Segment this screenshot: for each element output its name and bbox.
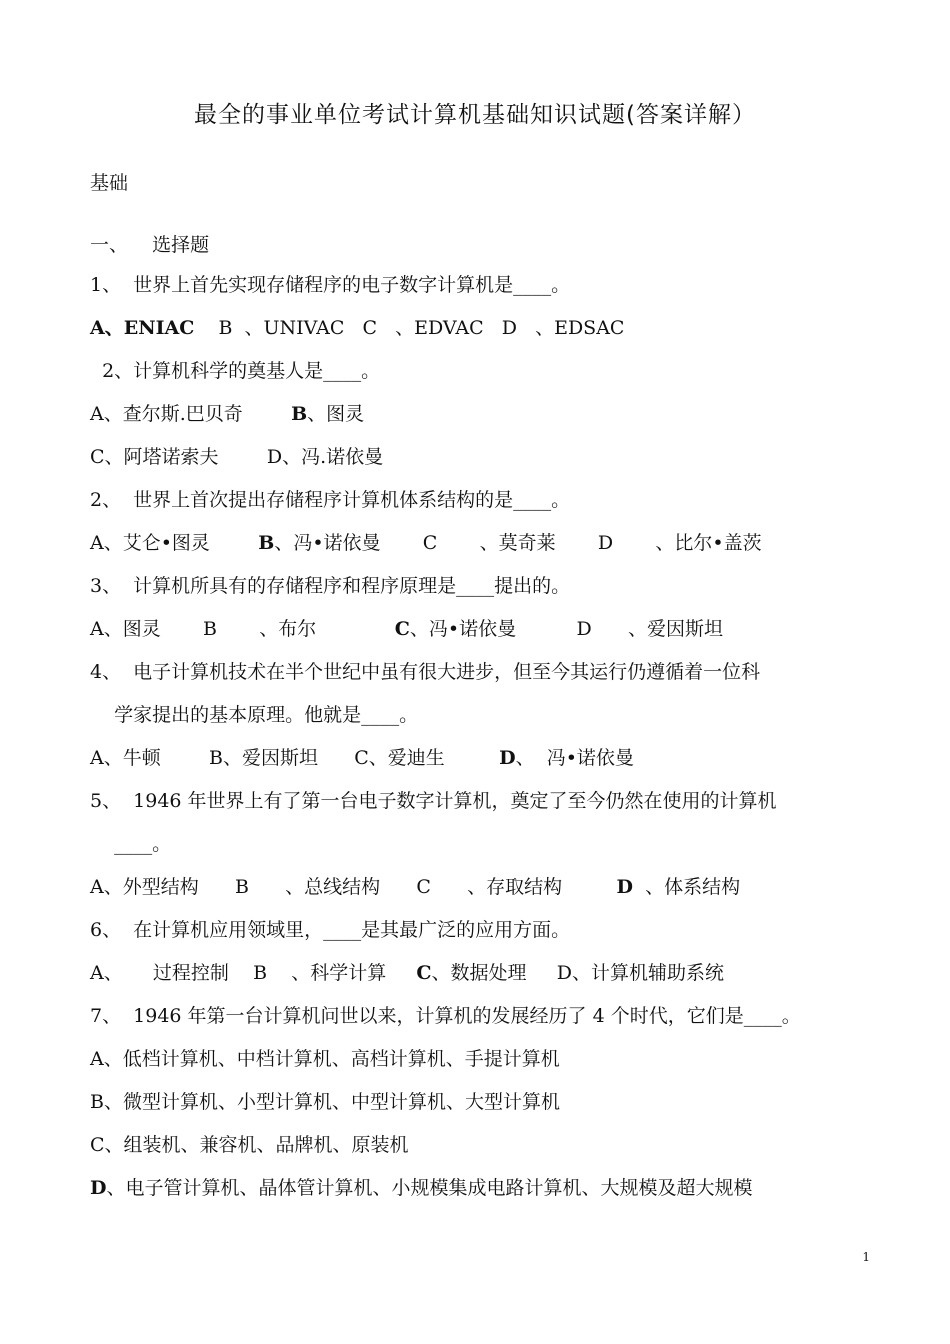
line-text: A、艾仑•图灵 — [90, 532, 259, 554]
answer-mark: D — [90, 1177, 107, 1199]
line-text: 、 冯•诺依曼 — [515, 747, 634, 769]
line-text: A、图灵 B 、布尔 — [90, 618, 395, 640]
page-title: 最全的事业单位考试计算机基础知识试题(答案详解） — [194, 102, 756, 128]
line-text: A、低档计算机、中档计算机、高档计算机、手提计算机 — [90, 1048, 560, 1070]
text-line — [90, 487, 570, 513]
line-text: B、微型计算机、小型计算机、中型计算机、大型计算机 — [90, 1091, 560, 1113]
text-line — [90, 358, 380, 384]
text-line — [90, 702, 418, 728]
text-line — [90, 1089, 560, 1115]
answer-mark: A、ENIAC — [90, 317, 195, 339]
text-line — [90, 1175, 753, 1201]
answer-mark: C — [394, 618, 410, 640]
text-line — [90, 530, 762, 556]
text-line — [90, 444, 383, 470]
line-text: A、 过程控制 B 、科学计算 — [90, 962, 417, 984]
line-text: 2、计算机科学的奠基人是____。 — [90, 360, 381, 382]
text-line — [90, 315, 624, 341]
line-text: ____。 — [90, 833, 172, 855]
text-line — [90, 831, 171, 857]
text-line — [90, 272, 570, 298]
answer-mark: D — [499, 747, 516, 769]
text-line — [90, 745, 634, 771]
text-line — [90, 960, 724, 986]
text-line — [90, 659, 760, 685]
answer-mark: D — [616, 876, 634, 898]
text-line — [90, 1046, 560, 1072]
line-text: 5、 1946 年世界上有了第一台电子数字计算机，奠定了至今仍然在使用的计算机 — [90, 790, 777, 812]
line-text: 7、 1946 年第一台计算机问世以来，计算机的发展经历了 4 个时代，它们是____。 — [90, 1005, 801, 1027]
line-text: 、电子管计算机、晶体管计算机、小规模集成电路计算机、大规模及超大规模 — [106, 1177, 753, 1199]
line-text: 、冯•诺依曼 C 、莫奇莱 D 、比尔•盖茨 — [274, 532, 762, 554]
text-line — [90, 917, 570, 943]
line-text: 、冯•诺依曼 D 、爱因斯坦 — [409, 618, 723, 640]
line-text: B 、UNIVAC C 、EDVAC D 、EDSAC — [194, 317, 625, 339]
line-text: A、外型结构 B 、总线结构 C 、存取结构 — [90, 876, 617, 898]
line-text: A、查尔斯.巴贝奇 — [90, 403, 292, 425]
text-line — [90, 573, 570, 599]
page-number: 1 — [862, 1250, 870, 1264]
line-text: C、组装机、兼容机、品牌机、原装机 — [90, 1134, 409, 1156]
answer-mark: C — [416, 962, 432, 984]
text-line — [90, 1132, 409, 1158]
line-text: 2、 世界上首次提出存储程序计算机体系结构的是____。 — [90, 489, 571, 511]
text-line — [90, 616, 723, 642]
text-line — [90, 874, 740, 900]
section-heading: 基础 — [90, 172, 129, 194]
line-text: 、图灵 — [307, 403, 365, 425]
line-text: 6、 在计算机应用领域里，____是其最广泛的应用方面。 — [90, 919, 571, 941]
text-line — [90, 401, 364, 427]
line-text: 1、 世界上首先实现存储程序的电子数字计算机是____。 — [90, 274, 571, 296]
answer-mark: B — [258, 532, 275, 554]
text-line — [90, 1003, 801, 1029]
line-text: 、体系结构 — [633, 876, 741, 898]
line-text: 、数据处理 D、计算机辅助系统 — [431, 962, 724, 984]
answer-mark: B — [291, 403, 308, 425]
part-heading: 一、 选择题 — [90, 234, 210, 256]
line-text: 4、 电子计算机技术在半个世纪中虽有很大进步，但至今其运行仍遵循着一位科 — [90, 661, 761, 683]
line-text: A、牛顿 B、爱因斯坦 C、爱迪生 — [90, 747, 500, 769]
line-text: 学家提出的基本原理。他就是____。 — [90, 704, 419, 726]
line-text: 3、 计算机所具有的存储程序和程序原理是____提出的。 — [90, 575, 571, 597]
line-text: C、阿塔诺索夫 D、冯.诺依曼 — [90, 446, 384, 468]
text-line — [90, 788, 777, 814]
